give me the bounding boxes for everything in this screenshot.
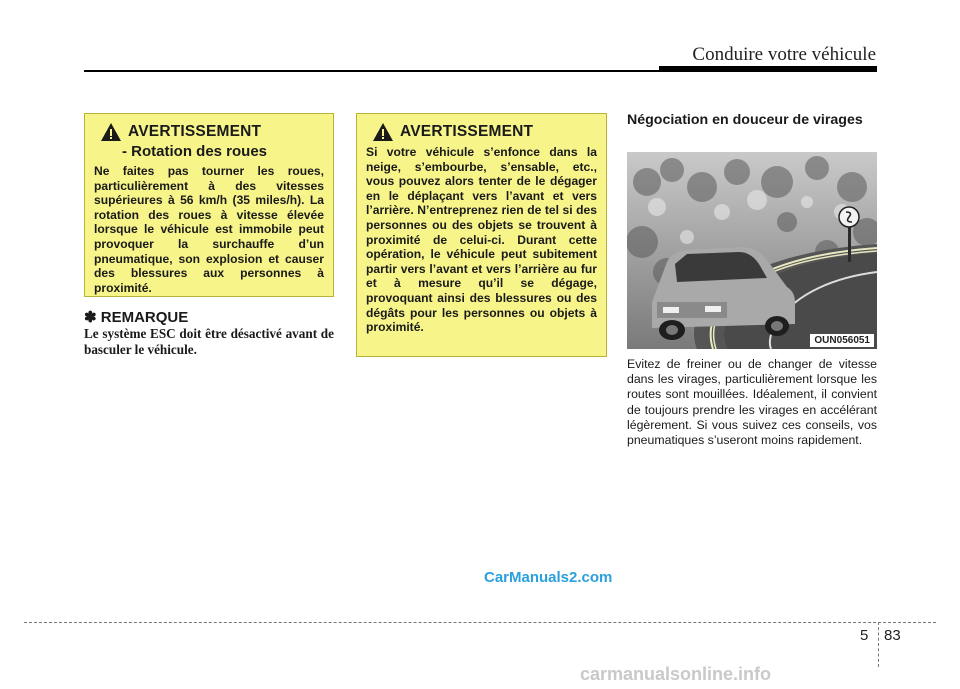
warning-body: Si votre véhicule s’enfonce dans la neige, s’embourbe, s’ensable, etc., vous pouvez alors tenter de le dégager en le déplaçant vers l’avant et vers l’arrière. N’entreprenez rien de tel si des personnes ou des objets se trouvent à proximité de celui-ci. Durant cette opération, le véhicule peut subitement partir vers l’avant et vers l’arrière au fur et à mesure qu’il se dégage, provoquant ainsi des blessures ou des dégâts pour les personnes ou objets à proximité.	[366, 145, 597, 335]
warning-header	[372, 122, 597, 142]
page-number: 83	[884, 627, 901, 644]
warning-title: AVERTISSEMENT	[400, 123, 534, 140]
footer-dashed-rule	[24, 622, 936, 623]
note-title: ✽ REMARQUE	[84, 309, 189, 326]
warning-title: AVERTISSEMENT	[128, 123, 262, 140]
warning-header	[100, 122, 324, 142]
section-body: Evitez de freiner ou de changer de vitesse dans les virages, particulièrement lorsque les routes sont mouillées. Idéalement, il convient de toujours prendre les virages en accélérant légèrement. Si vous suivez ces conseils, vos pneumatiques s’useront moins rapidement.	[627, 357, 877, 448]
car-on-curve-image	[627, 152, 877, 349]
section-title: Négociation en douceur de virages	[627, 112, 863, 128]
chapter-number: 5	[860, 627, 869, 644]
warning-triangle-icon	[100, 122, 122, 142]
warning-triangle-icon	[372, 122, 394, 142]
warning-body: Ne faites pas tourner les roues, particulièrement à des vitesses supérieures à 56 km/h (35 miles/h). La rotation des roues à vitesse élevée lorsque le véhicule est immobile peut provoquer la surchauffe d’un pneumatique, son explosion et causer des blessures aux personnes à proximité.	[94, 164, 324, 295]
figure-code: OUN056051	[810, 334, 874, 347]
footer-vertical-rule	[878, 622, 879, 667]
page-header-title: Conduire votre véhicule	[692, 44, 876, 65]
note-body: Le système ESC doit être désactivé avant de basculer le véhicule.	[84, 326, 334, 357]
warning-box-wheel-spin	[84, 113, 334, 297]
site-watermark: carmanualsonline.info	[580, 664, 772, 684]
warning-box-stuck-vehicle	[356, 113, 607, 357]
header-rule-thin	[84, 70, 659, 72]
curve-road-illustration	[627, 152, 877, 349]
warning-subtitle: - Rotation des roues	[122, 143, 268, 160]
header-rule-thick	[659, 66, 877, 72]
carmanuals-link[interactable]: CarManuals2.com	[484, 569, 613, 586]
